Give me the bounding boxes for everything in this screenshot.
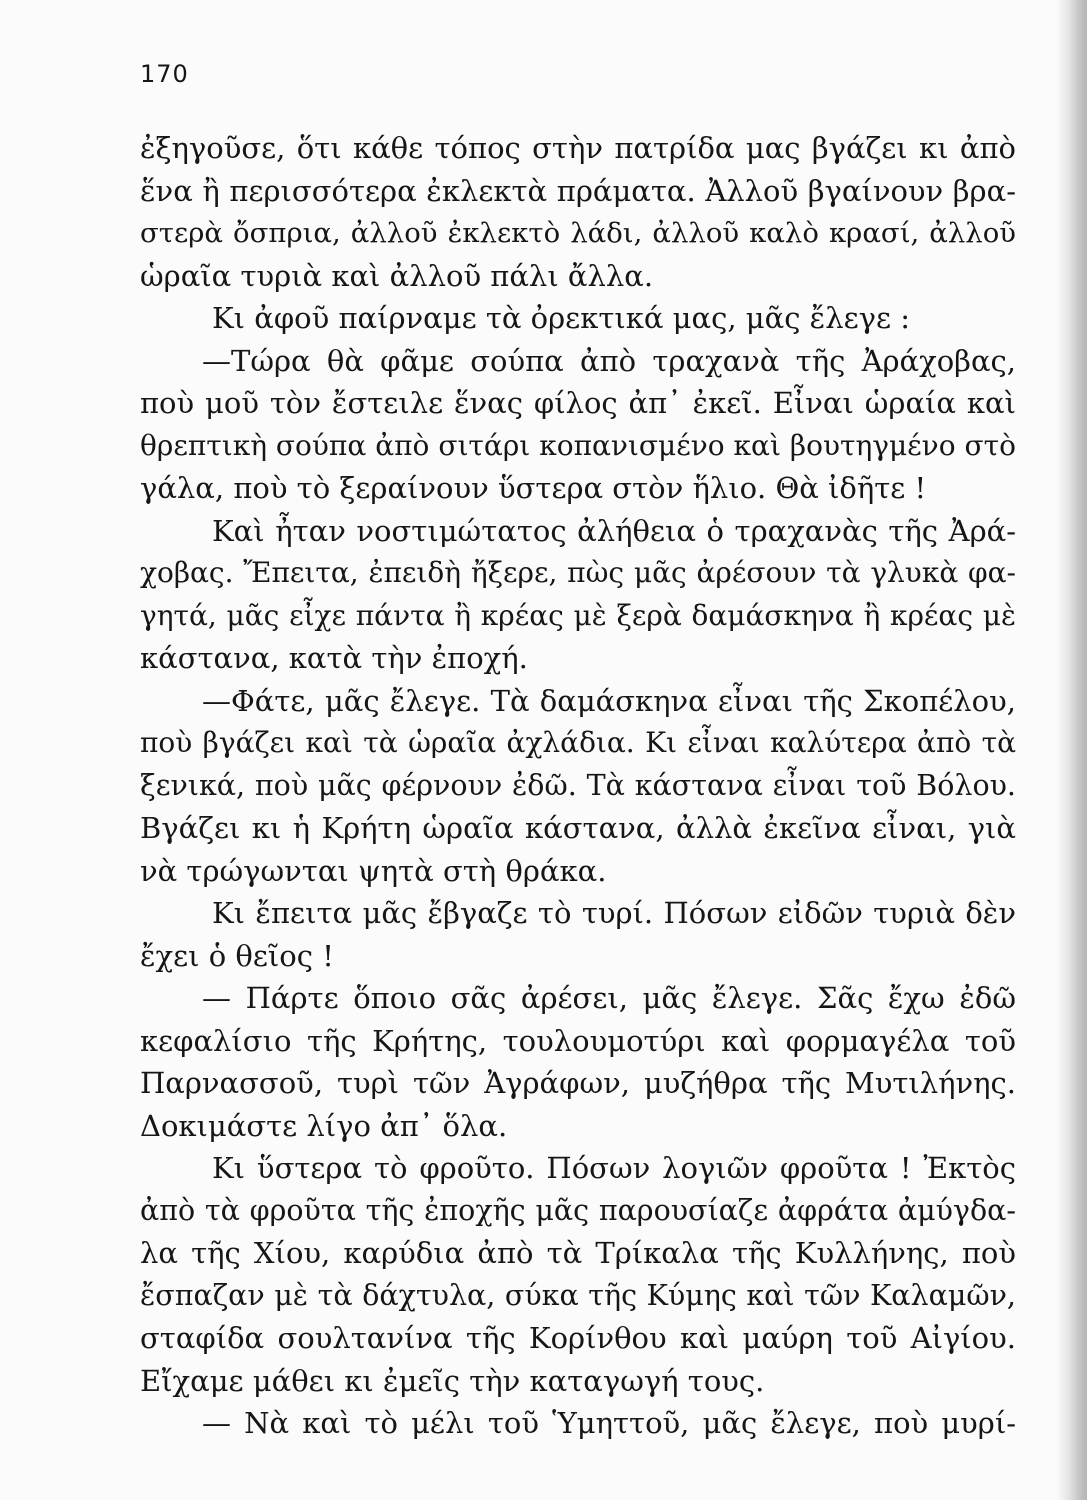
page-number: 170: [140, 60, 189, 88]
text-line: Κι ἔπειτα μᾶς ἔβγαζε τὸ τυρί. Πόσων εἰδῶν τυριὰ δὲν: [212, 896, 1016, 930]
page-edge-shadow: [1057, 0, 1087, 1500]
text-line: χοβας. Ἔπειτα, ἐπειδὴ ἤξερε, πὼς μᾶς ἀρέσουν τὰ γλυκὰ φα-: [140, 556, 1016, 589]
text-line: ἐξηγοῦσε, ὅτι κάθε τόπος στὴν πατρίδα μας βγάζει κι ἀπὸ: [140, 131, 1016, 165]
text-line: ἕνα ἢ περισσότερα ἐκλεκτὰ πράματα. Ἀλλοῦ βγαίνουν βρα-: [140, 173, 1016, 208]
text-line: ποὺ μοῦ τὸν ἔστειλε ἕνας φίλος ἀπ᾿ ἐκεῖ. Εἶναι ὡραία καὶ: [140, 386, 1016, 420]
text-line: Καὶ ἦταν νοστιμώτατος ἀλήθεια ὁ τραχανὰς τῆς Ἀρά-: [212, 513, 1016, 548]
text-line: — Πάρτε ὅποιο σᾶς ἀρέσει, μᾶς ἔλεγε. Σᾶς ἔχω ἐδῶ: [202, 981, 1016, 1015]
text-line: σταφίδα σουλτανίνα τῆς Κορίνθου καὶ μαύρη τοῦ Αἰγίου.: [140, 1321, 1016, 1355]
text-line: ὡραῖα τυριὰ καὶ ἀλλοῦ πάλι ἄλλα.: [140, 258, 654, 293]
text-line: — Νὰ καὶ τὸ μέλι τοῦ Ὑμηττοῦ, μᾶς ἔλεγε, ποὺ μυρί-: [202, 1406, 1016, 1440]
text-line: ποὺ βγάζει καὶ τὰ ὡραῖα ἀχλάδια. Κι εἶναι καλύτερα ἀπὸ τὰ: [140, 726, 1016, 759]
text-line: Βγάζει κι ἡ Κρήτη ὡραῖα κάστανα, ἀλλὰ ἐκεῖνα εἶναι, γιὰ: [140, 811, 1016, 845]
text-line: γητά, μᾶς εἶχε πάντα ἢ κρέας μὲ ξερὰ δαμάσκηνα ἢ κρέας μὲ: [140, 598, 1016, 632]
text-line: Δοκιμάστε λίγο ἀπ᾿ ὅλα.: [140, 1108, 508, 1143]
text-line: —Φάτε, μᾶς ἔλεγε. Τὰ δαμάσκηνα εἶναι τῆς Σκοπέλου,: [202, 683, 1016, 718]
text-line: —Τώρα θὰ φᾶμε σούπα ἀπὸ τραχανὰ τῆς Ἀράχοβας,: [202, 343, 1016, 378]
text-line: Παρνασσοῦ, τυρὶ τῶν Ἀγράφων, μυζήθρα τῆς Μυτιλήνης.: [140, 1066, 1016, 1100]
text-line: κεφαλίσιο τῆς Κρήτης, τουλουμοτύρι καὶ φορμαγέλα τοῦ: [140, 1023, 1016, 1058]
text-line: λα τῆς Χίου, καρύδια ἀπὸ τὰ Τρίκαλα τῆς Κυλλήνης, ποὺ: [140, 1236, 1016, 1270]
text-line: θρεπτικὴ σούπα ἀπὸ σιτάρι κοπανισμένο καὶ βουτηγμένο στὸ: [140, 428, 1016, 462]
text-line: νὰ τρώγωνται ψητὰ στὴ θράκα.: [140, 853, 607, 888]
text-line: ἔσπαζαν μὲ τὰ δάχτυλα, σύκα τῆς Κύμης καὶ τῶν Καλαμῶν,: [140, 1278, 1016, 1312]
text-line: Κι ὕστερα τὸ φροῦτο. Πόσων λογιῶν φροῦτα ! Ἐκτὸς: [212, 1151, 1016, 1185]
text-line: Κι ἀφοῦ παίρναμε τὰ ὀρεκτικά μας, μᾶς ἔλεγε :: [212, 301, 910, 335]
text-line: ἀπὸ τὰ φροῦτα τῆς ἐποχῆς μᾶς παρουσίαζε ἀφράτα ἀμύγδα-: [140, 1193, 1016, 1227]
text-line: ξενικά, ποὺ μᾶς φέρνουν ἐδῶ. Τὰ κάστανα εἶναι τοῦ Βόλου.: [140, 768, 1016, 802]
text-line: κάστανα, κατὰ τὴν ἐποχή.: [140, 641, 528, 675]
text-line: γάλα, ποὺ τὸ ξεραίνουν ὕστερα στὸν ἥλιο. Θὰ ἰδῆτε !: [140, 471, 927, 505]
body-text: [140, 127, 1016, 1445]
text-line: ἔχει ὁ θεῖος !: [140, 938, 334, 973]
text-line: Εἴχαμε μάθει κι ἐμεῖς τὴν καταγωγή τους.: [140, 1363, 765, 1398]
text-line: στερὰ ὄσπρια, ἀλλοῦ ἐκλεκτὸ λάδι, ἀλλοῦ καλὸ κρασί, ἀλλοῦ: [140, 217, 1016, 249]
